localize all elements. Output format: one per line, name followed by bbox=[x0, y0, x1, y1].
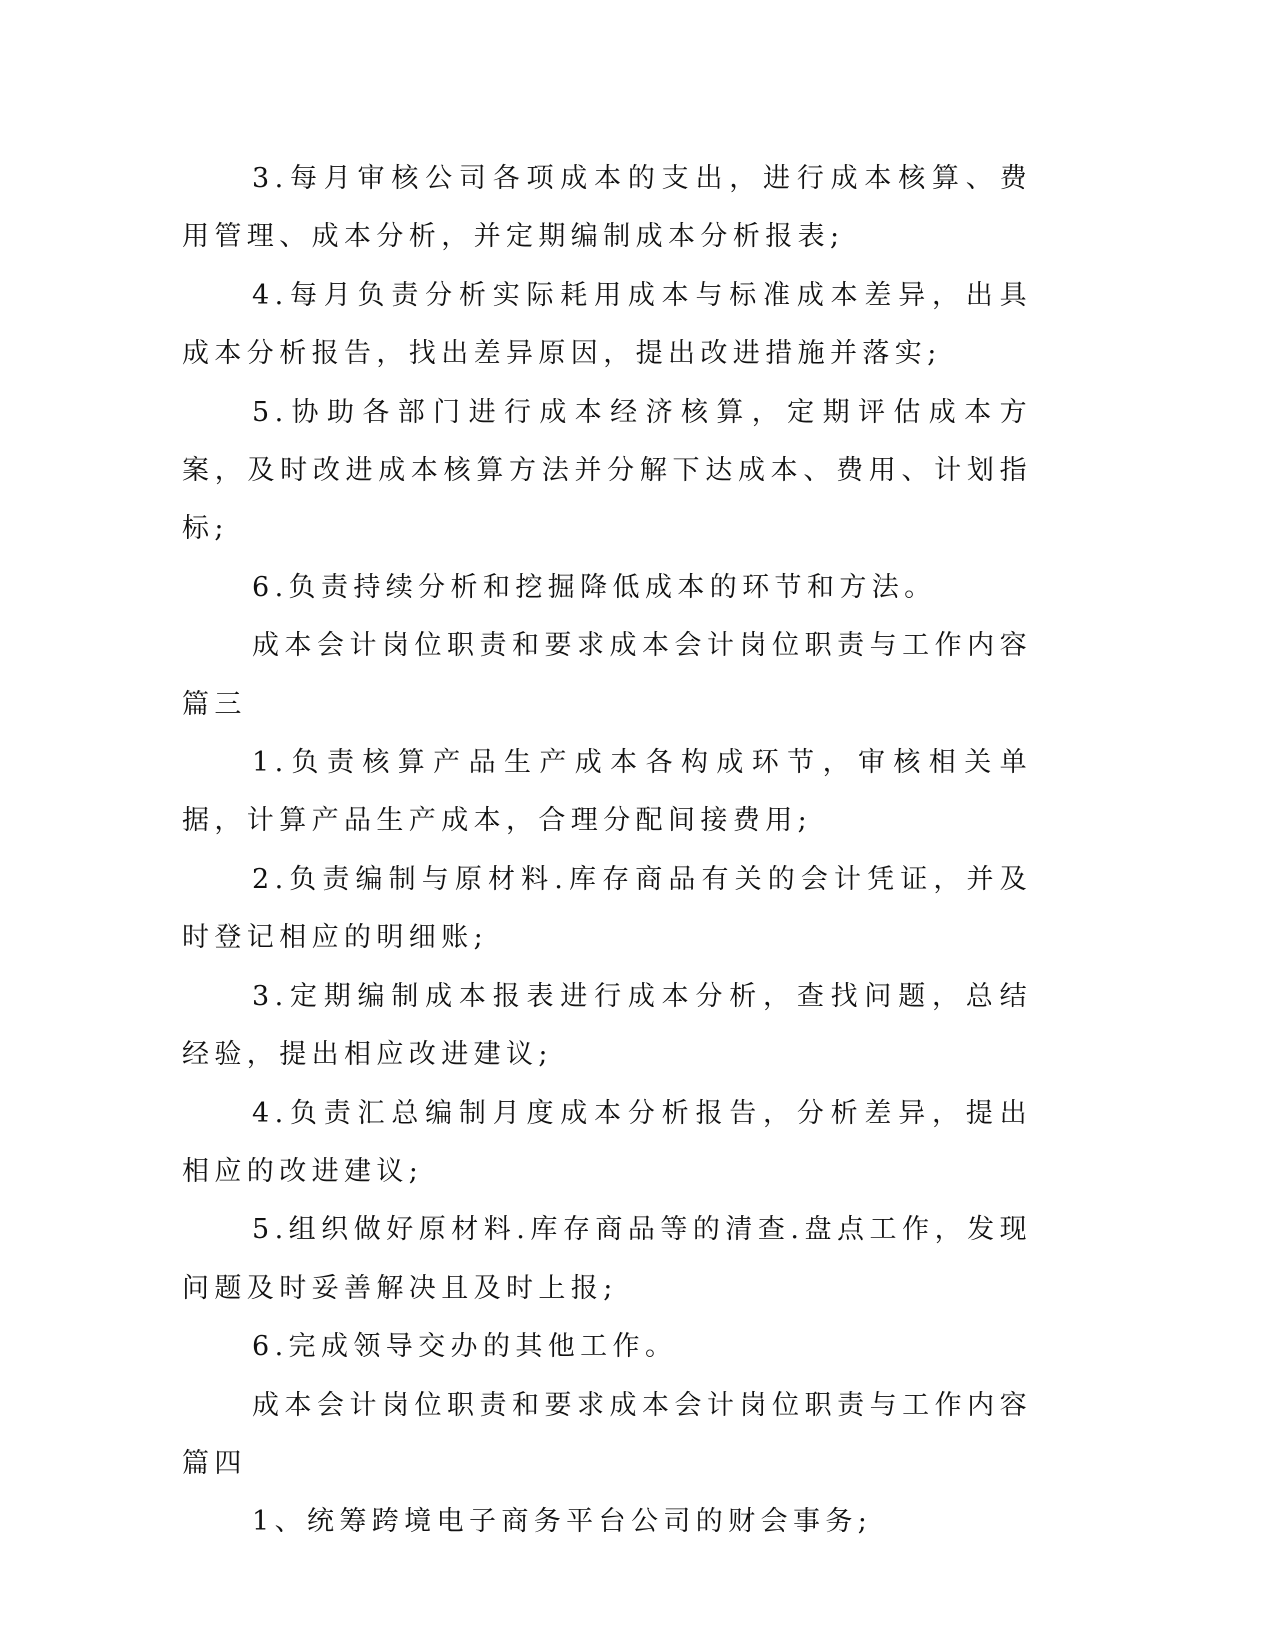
document-body bbox=[182, 150, 1032, 1552]
paragraph-item-1-cross-border: 1、统筹跨境电子商务平台公司的财会事务; bbox=[252, 1506, 873, 1538]
paragraph-item-4-cost-variance: 4.每月负责分析实际耗用成本与标准成本差异，出具成本分析报告，找出差异原因，提出改进措施并落实; bbox=[182, 279, 1032, 370]
paragraph-item-5-economic-accounting: 5.协助各部门进行成本经济核算，定期评估成本方案，及时改进成本核算方法并分解下达成本、费用、计划指标; bbox=[182, 396, 1032, 545]
section-heading-part-four: 成本会计岗位职责和要求成本会计岗位职责与工作内容篇四 bbox=[182, 1389, 1032, 1479]
section-heading-part-three: 成本会计岗位职责和要求成本会计岗位职责与工作内容篇三 bbox=[182, 630, 1032, 720]
paragraph-item-6-cost-reduction: 6.负责持续分析和挖掘降低成本的环节和方法。 bbox=[252, 571, 937, 603]
paragraph-item-3-cost-reports: 3.定期编制成本报表进行成本分析，查找问题，总结经验，提出相应改进建议; bbox=[182, 980, 1032, 1071]
paragraph-item-5-inventory-check: 5.组织做好原材料.库存商品等的清查.盘点工作，发现问题及时妥善解决且及时上报; bbox=[182, 1214, 1032, 1304]
paragraph-item-1-production-cost: 1.负责核算产品生产成本各构成环节，审核相关单据，计算产品生产成本，合理分配间接费用; bbox=[182, 747, 1032, 837]
paragraph-item-6-other-tasks: 6.完成领导交办的其他工作。 bbox=[252, 1331, 678, 1363]
paragraph-item-4-monthly-analysis: 4.负责汇总编制月度成本分析报告，分析差异，提出相应的改进建议; bbox=[182, 1097, 1032, 1187]
paragraph-item-2-vouchers: 2.负责编制与原材料.库存商品有关的会计凭证，并及时登记相应的明细账; bbox=[182, 863, 1032, 954]
paragraph-item-3-cost-review: 3.每月审核公司各项成本的支出，进行成本核算、费用管理、成本分析，并定期编制成本分析报表; bbox=[182, 163, 1032, 253]
